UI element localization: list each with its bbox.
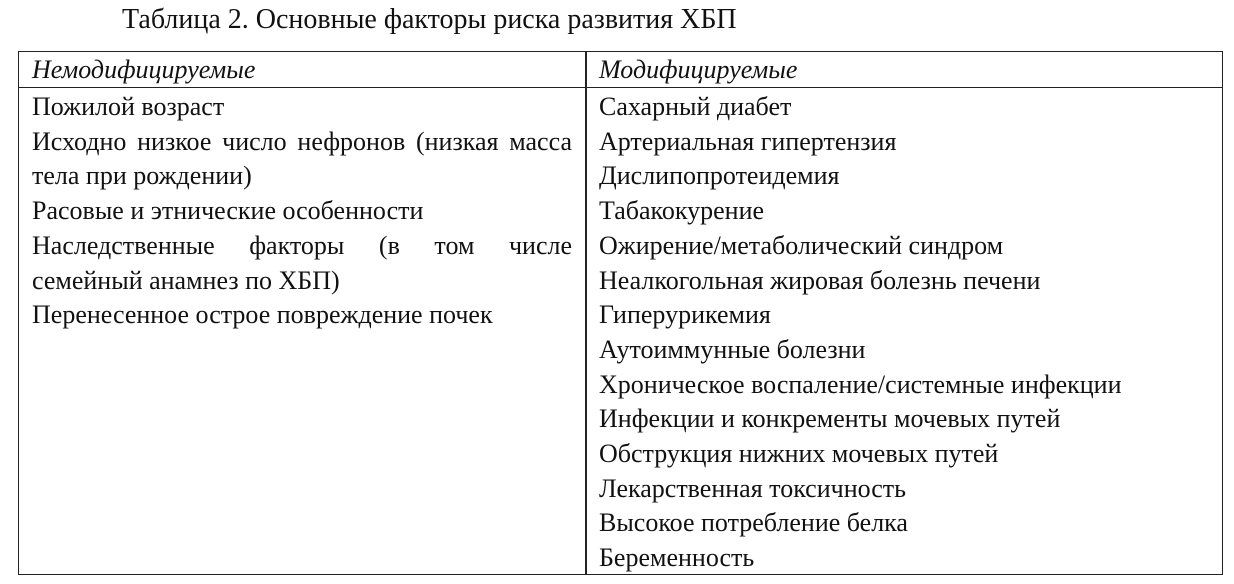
list-item: Перенесенное острое повреждение почек bbox=[32, 300, 493, 330]
list-item: Беременность bbox=[599, 543, 755, 573]
list-item: Артериальная гипертензия bbox=[599, 126, 897, 156]
list-item: Неалкогольная жировая болезнь печени bbox=[599, 265, 1041, 295]
list-item: Наследственные факторы (в том числе семейный анамнез по ХБП) bbox=[32, 230, 572, 295]
list-item: Обструкция нижних мочевых путей bbox=[599, 439, 999, 469]
list-item: Дислипопротеидемия bbox=[599, 161, 840, 191]
list-item: Сахарный диабет bbox=[599, 92, 792, 121]
list-item: Лекарственная токсичность bbox=[599, 473, 907, 503]
risk-factors-table bbox=[18, 51, 1223, 575]
list-item: Табакокурение bbox=[599, 196, 765, 226]
list-item: Ожирение/метаболический синдром bbox=[599, 230, 1004, 260]
list-item: Аутоиммунные болезни bbox=[599, 334, 866, 364]
non-modifiable-list bbox=[32, 90, 572, 333]
modifiable-list bbox=[599, 90, 1219, 576]
column-divider bbox=[585, 52, 587, 574]
list-item: Расовые и этнические особенности bbox=[32, 196, 424, 226]
list-item: Хроническое воспаление/системные инфекции bbox=[599, 369, 1122, 399]
list-item: Исходно низкое число нефронов (низкая масса тела при рождении) bbox=[32, 126, 572, 191]
list-item: Инфекции и конкременты мочевых путей bbox=[599, 404, 1061, 434]
table-header-row bbox=[19, 52, 1222, 88]
header-modifiable: Модифицируемые bbox=[599, 55, 798, 84]
list-item: Гиперурикемия bbox=[599, 300, 771, 330]
table-caption: Таблица 2. Основные факторы риска развития ХБП bbox=[122, 4, 737, 35]
header-non-modifiable: Немодифицируемые bbox=[32, 55, 256, 84]
list-item: Высокое потребление белка bbox=[599, 508, 908, 538]
list-item: Пожилой возраст bbox=[32, 92, 225, 121]
